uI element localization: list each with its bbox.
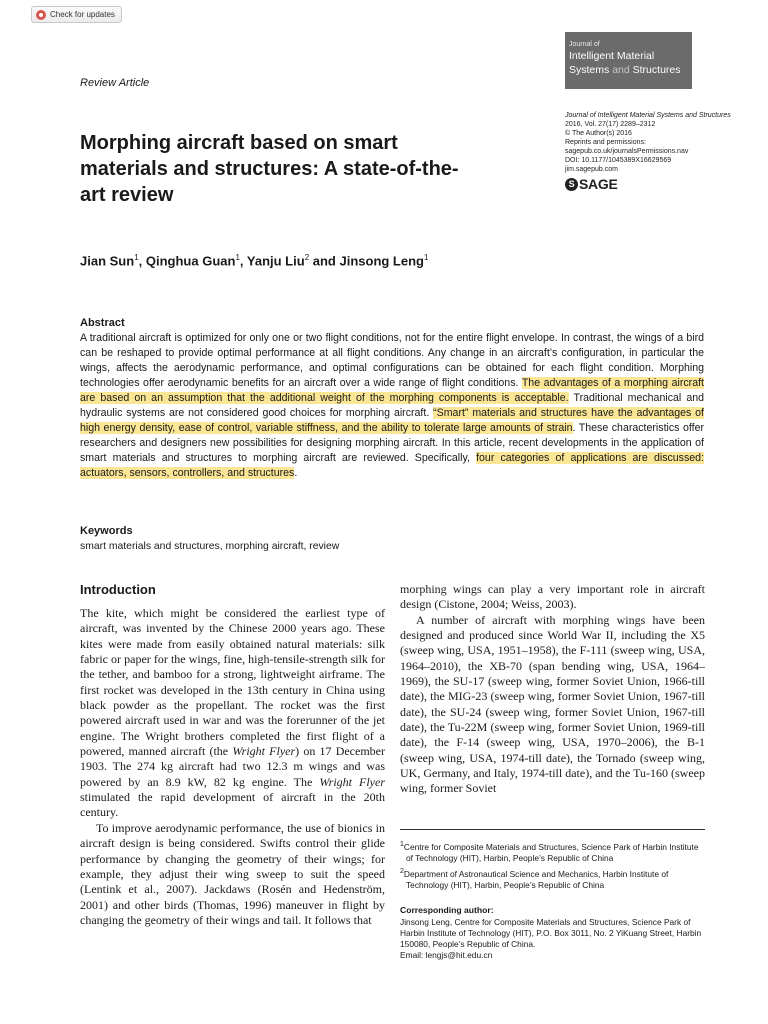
journal-logo bbox=[565, 32, 692, 89]
meta-journal: Journal of Intelligent Material Systems and Structures bbox=[565, 112, 731, 119]
author-separator: , bbox=[138, 253, 146, 269]
abstract-segment: . These characteristics offer researchers and designers new possibilities for designing morphing aircraft. In this article, recent developments in the application of smart materials and structures to morphing aircraft are reviewed. Specifically, bbox=[80, 422, 704, 464]
intro-italic: Wright Flyer bbox=[319, 774, 385, 789]
journal-logo-line2: Intelligent Material bbox=[569, 50, 655, 62]
abstract-text bbox=[80, 331, 704, 481]
author-name: Jinsong Leng bbox=[339, 253, 424, 269]
author-separator: and bbox=[309, 253, 340, 269]
author-name: Jian Sun bbox=[80, 253, 135, 269]
check-for-updates-button[interactable] bbox=[31, 6, 122, 23]
intro-paragraph-4: A number of aircraft with morphing wings have been designed and produced since World War II, including the X5 (sweep wing, USA, 1951–1958), the F-111 (sweep wing, USA, 1964–2010), the XB-70 (span bending wing, USA, 1964–1969), the SU-17 (sweep wing, former Soviet Union, 1966-till date), the MIG-23 (sweep wing, former Soviet Union, 1967-till date), the SU-24 (sweep wing, former Soviet Union, 1967-till date), the Tu-22M (sweep wing, former Soviet Union, 1969-till date), the F-14 (sweep wing, USA, 1970–2006), the B-1 (sweep wing, USA, 1974-till date), the Tornado (sweep wing, UK, Germany, and Italy, 1974-till date), and the Tu-160 (sweep wing, former Soviet bbox=[400, 612, 705, 796]
introduction-heading: Introduction bbox=[80, 582, 156, 597]
intro-italic: Wright Flyer bbox=[232, 744, 296, 759]
meta-reprints: Reprints and permissions: bbox=[565, 139, 646, 146]
article-title: Morphing aircraft based on smart materials and structures: A state-of-the-art review bbox=[80, 132, 459, 206]
meta-doi[interactable]: DOI: 10.1177/1045389X16629569 bbox=[565, 157, 672, 164]
affiliation-footnote-2 bbox=[400, 866, 705, 891]
intro-paragraph-3: morphing wings can play a very important role in aircraft design (Cistone, 2004; Weiss, 2003). bbox=[400, 582, 705, 612]
abstract-highlight: The advantages of a morphing aircraft are based on an assumption that the additional weight of the morphing components is acceptable. bbox=[80, 377, 704, 404]
author-affiliation: 2 bbox=[304, 253, 310, 262]
abstract-segment: . bbox=[294, 467, 298, 479]
keywords-text: smart materials and structures, morphing aircraft, review bbox=[80, 541, 340, 552]
body-column-left bbox=[80, 606, 385, 928]
journal-logo-line1: Journal of bbox=[569, 41, 600, 48]
abstract-segment: Traditional mechanical and hydraulic systems are not considered good choices for morphing aircraft. bbox=[80, 392, 704, 419]
article-type: Review Article bbox=[80, 77, 150, 89]
author-list bbox=[80, 253, 428, 268]
journal-logo-and: and bbox=[612, 64, 630, 76]
footnotes bbox=[400, 839, 705, 961]
intro-text: The kite, which might be considered the earliest type of aircraft, was invented by the Chinese 2000 years ago. These kites were made from easily obtained natural materials: silk fabric or paper for the wings, fine, high-tensile-strength silk for the tether, and bamboo for a strong, lightweight airframe. The first rocket was developed in the 13th century in China using black powder as the propellant. The rocket was the first powered aircraft used in war and was the forerunner of the jet engine. The Wright brothers completed the first flight of a powered, manned aircraft (the bbox=[80, 606, 385, 759]
corresponding-author-email[interactable]: Email: lengjs@hit.edu.cn bbox=[400, 949, 493, 960]
intro-paragraph-1 bbox=[80, 606, 385, 821]
intro-text: stimulated the rapid development of aircraft in the 20th century. bbox=[80, 790, 385, 820]
abstract-highlight: four categories of applications are discussed: actuators, sensors, controllers, and structures bbox=[80, 452, 705, 479]
check-for-updates-label: Check for updates bbox=[50, 10, 115, 19]
author-affiliation: 1 bbox=[235, 253, 240, 262]
meta-reprints-url[interactable]: sagepub.co.uk/journalsPermissions.nav bbox=[565, 148, 689, 155]
author-name: Qinghua Guan bbox=[145, 253, 236, 269]
meta-copyright: © The Author(s) 2016 bbox=[565, 130, 632, 137]
footnote-text: Department of Astronautical Science and Mechanics, Harbin Institute of Technology (HIT), Harbin, People’s Republic of China bbox=[403, 868, 669, 890]
author-affiliation: 1 bbox=[134, 253, 139, 262]
corresponding-author-text: Jinsong Leng, Centre for Composite Materials and Structures, Science Park of Harbin Institute of Technology (HIT), P.O. Box 3011, No. 2 YiKuang Street, Harbin 150080, People’s Republic of China. bbox=[400, 916, 702, 949]
body-column-right bbox=[400, 582, 705, 797]
corresponding-author-heading: Corresponding author: bbox=[400, 904, 494, 915]
footnote-number: 1 bbox=[400, 841, 404, 848]
sage-s-icon: S bbox=[565, 178, 578, 191]
sage-logo bbox=[565, 178, 735, 191]
keywords-heading: Keywords bbox=[80, 525, 133, 537]
sage-logo-text: SAGE bbox=[579, 176, 618, 192]
author-separator: , bbox=[239, 253, 247, 269]
abstract-heading: Abstract bbox=[80, 317, 125, 329]
check-updates-icon bbox=[36, 10, 46, 20]
journal-logo-line3 bbox=[569, 63, 692, 77]
footnote-number: 2 bbox=[400, 867, 404, 875]
footnote-divider bbox=[400, 829, 705, 830]
author-affiliation: 1 bbox=[423, 253, 429, 262]
abstract-segment: A traditional aircraft is optimized for only one or two flight conditions, not for the entire flight envelope. In contrast, the wings of a bird can be reshaped to provide optimal performance at all flight conditions. Any change in an aircraft’s configuration, in particular the wings, affects the aerodynamic performance, and optimal configurations can be obtained for each flight condition. Morphing technologies offer aerodynamic benefits for an aircraft over a wide range of flight conditions. bbox=[80, 332, 704, 389]
intro-text: ) on 17 December 1903. The 274 kg aircraft had two 12.3 m wings and was powered by an 8.9 kW, 82 kg engine. The bbox=[80, 744, 385, 789]
meta-site[interactable]: jim.sagepub.com bbox=[565, 166, 618, 173]
footnote-text: Centre for Composite Materials and Structures, Science Park of Harbin Institute of Technology (HIT), Harbin, People’s Republic of China bbox=[403, 841, 699, 863]
article-metadata bbox=[565, 111, 735, 191]
journal-logo-systems: Systems bbox=[569, 64, 610, 76]
affiliation-footnote-1 bbox=[400, 839, 705, 864]
intro-paragraph-2: To improve aerodynamic performance, the use of bionics in aircraft design is being considered. Swifts control their glide performance by changing the geometry of their wings; for example, they adjust their wing sweep to suit the speed (Lentink et al., 2007). Jackdaws (Rosén and Hedenström, 2001) and other birds (Thomas, 1996) maneuver in flight by changing the geometry of their wings and tail. It follows that bbox=[80, 820, 385, 927]
author-name: Yanju Liu bbox=[246, 253, 305, 269]
meta-volume: 2016, Vol. 27(17) 2289–2312 bbox=[565, 121, 656, 128]
abstract-highlight: “Smart” materials and structures have the advantages of high energy density, ease of control, variable stiffness, and the ability to tolerate large amounts of strain bbox=[80, 407, 705, 434]
journal-logo-structures: Structures bbox=[632, 64, 681, 76]
